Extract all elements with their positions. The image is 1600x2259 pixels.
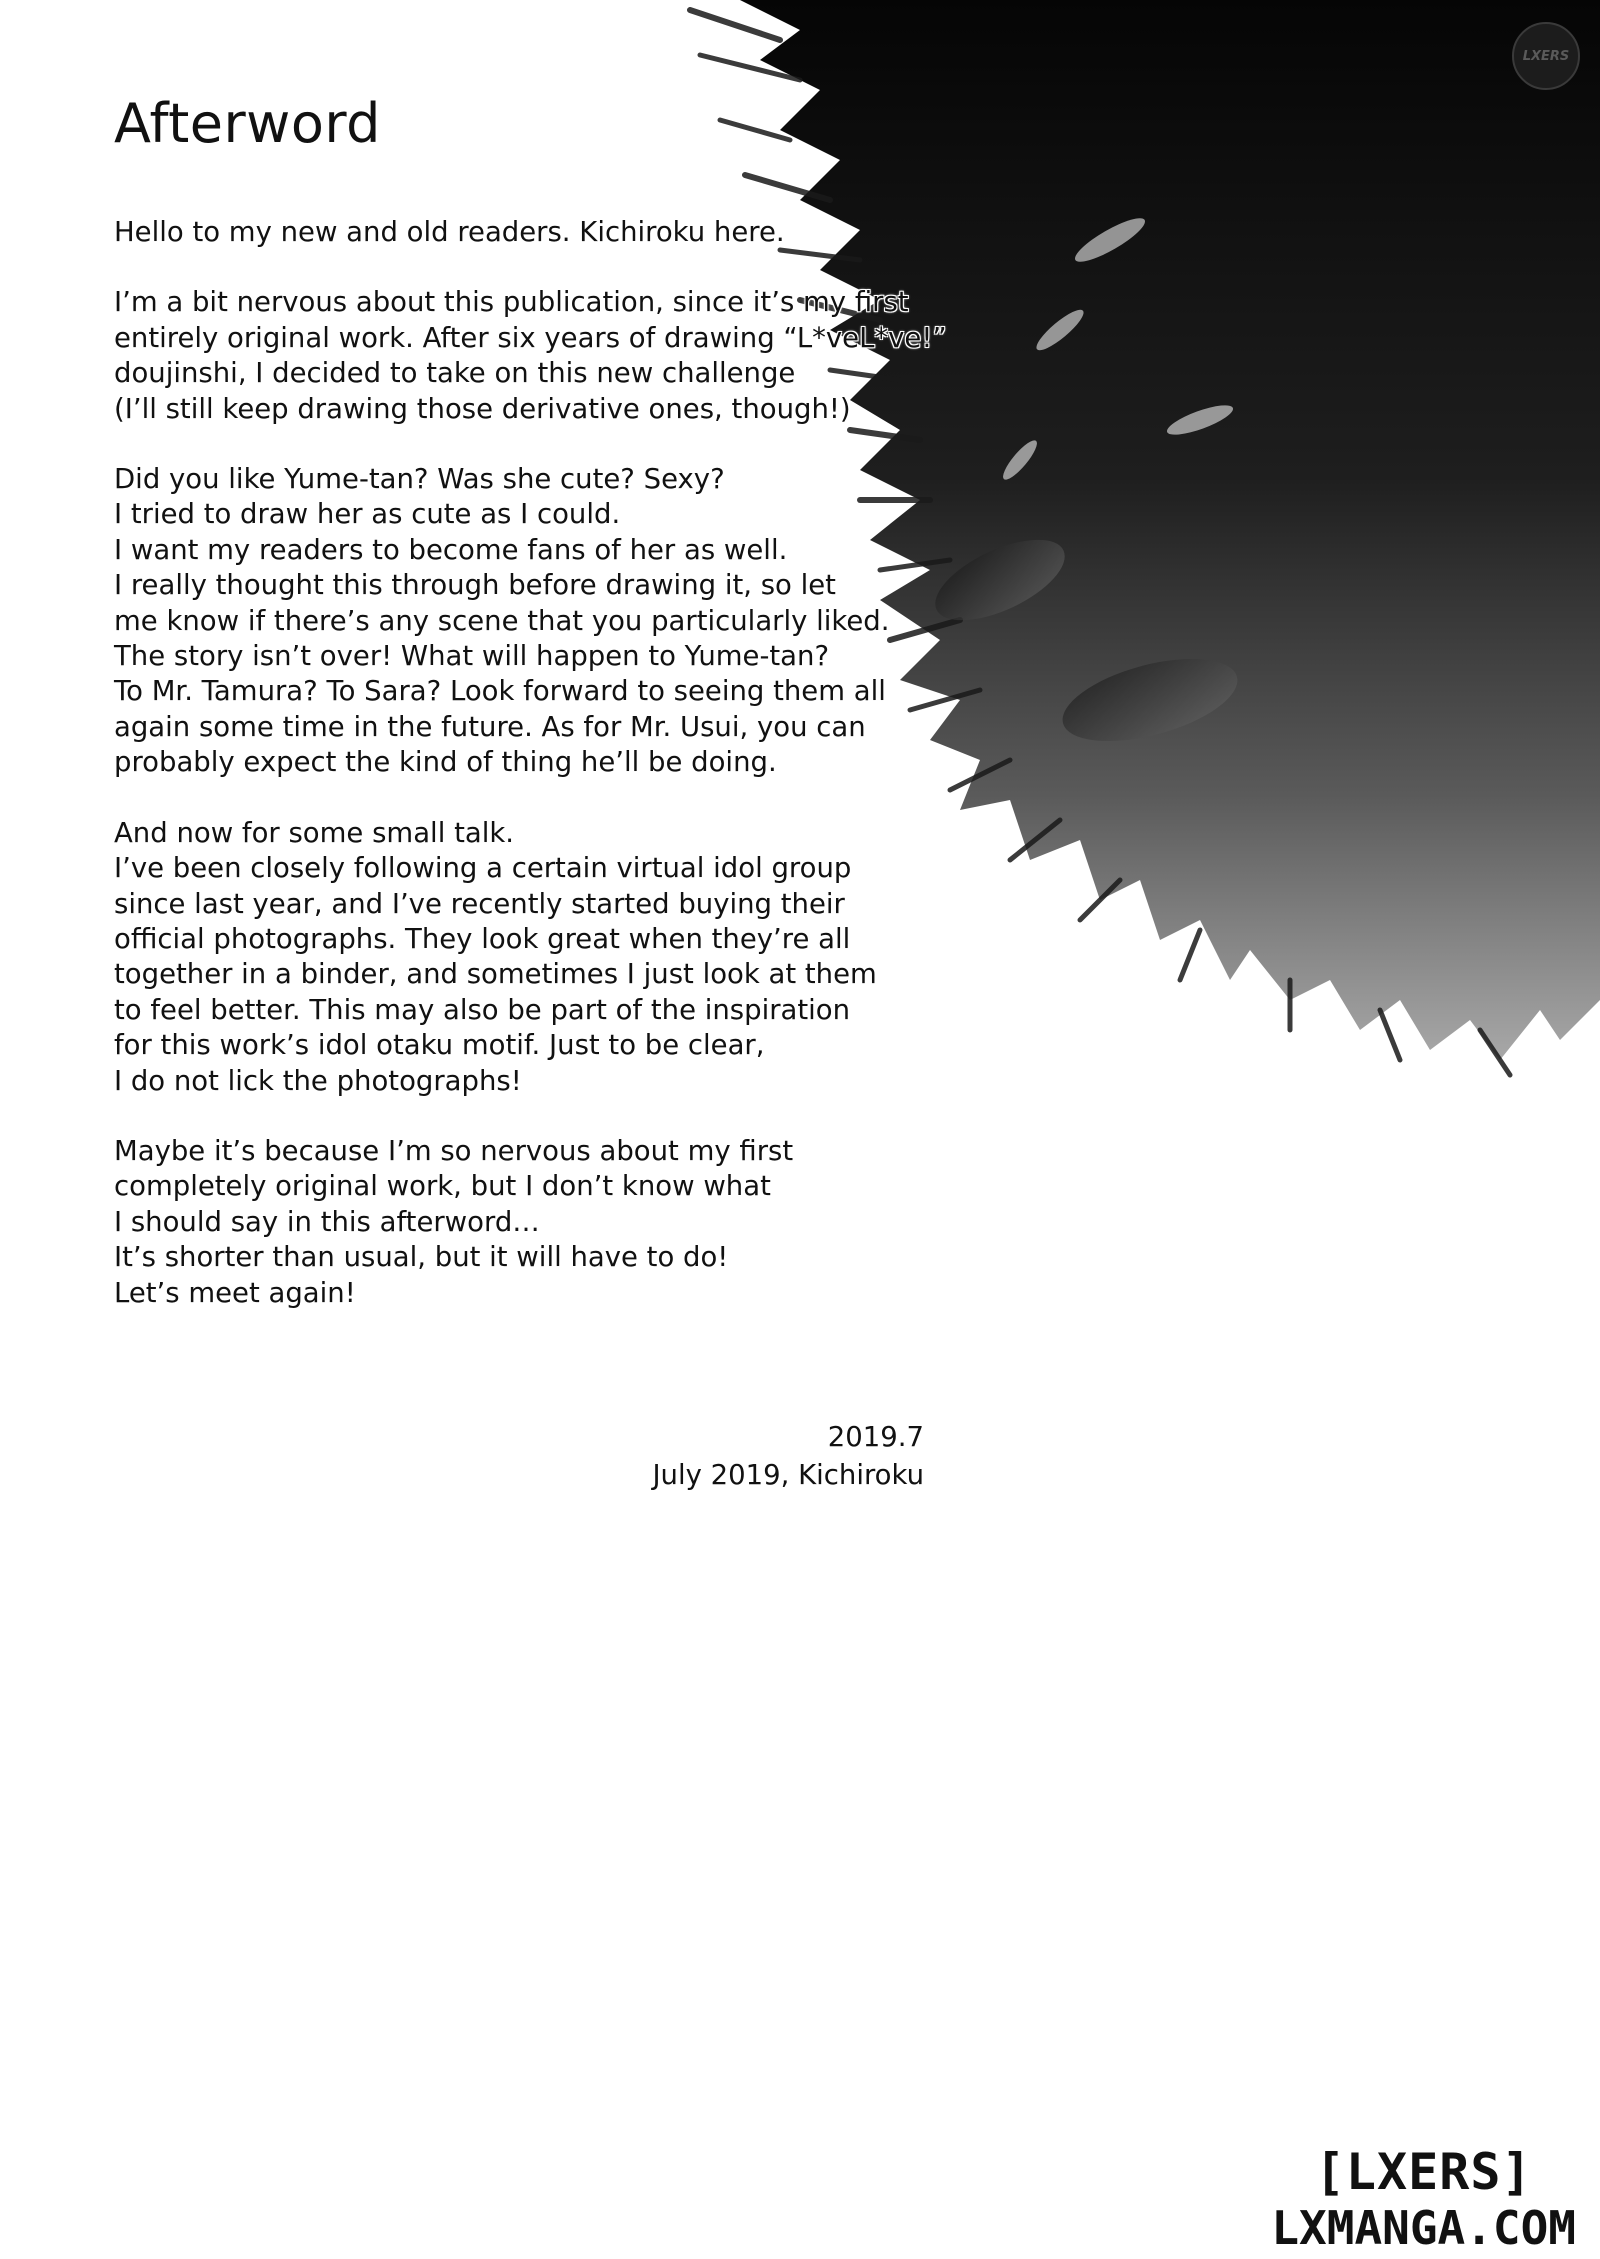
text-line: I tried to draw her as cute as I could. [114,498,621,531]
text-line: To Mr. Tamura? To Sara? Look forward to seeing them all [114,675,886,708]
text-line: And now for some small talk. [114,816,515,849]
text-line: since last year, and I’ve recently started buying their [114,887,845,920]
paragraph-yume-tan [114,462,1014,781]
text-line: I want my readers to become fans of her as well. [114,533,788,566]
text-line: entirely original work. After six years of drawing “L*veL*ve!” [114,321,947,354]
text-line: The story isn’t over! What will happen to Yume-tan? [114,640,830,673]
signature-byline: July 2019, Kichiroku [652,1459,924,1491]
afterword-body [114,215,1014,1346]
text-line: to feel better. This may also be part of the inspiration [114,993,851,1026]
text-line: I do not lick the photographs! [114,1064,522,1097]
signature-date: 2019.7 [827,1421,924,1453]
lxmanga-watermark [1271,2143,1576,2255]
text-line: I really thought this through before drawing it, so let [114,569,836,602]
badge-label: LXERS [1522,48,1570,64]
paragraph-nervous [114,285,1014,427]
text-line: me know if there’s any scene that you particularly liked. [114,604,890,637]
text-line: I should say in this afterword… [114,1205,540,1238]
text-line: for this work’s idol otaku motif. Just to be clear, [114,1029,765,1062]
text-line: doujinshi, I decided to take on this new challenge [114,357,796,390]
text-line: Did you like Yume-tan? Was she cute? Sexy? [114,463,725,496]
text-line: It’s shorter than usual, but it will have to do! [114,1241,729,1274]
signature-block [652,1418,924,1494]
watermark-group-name: [LXERS] [1314,2143,1533,2201]
text-line: official photographs. They look great when they’re all [114,922,851,955]
text-line: (I’ll still keep drawing those derivative ones, though!) [114,392,851,425]
text-line: again some time in the future. As for Mr. Usui, you can [114,710,866,743]
page-title: Afterword [114,92,381,155]
text-line: Let’s meet again! [114,1276,356,1309]
text-line: I’m a bit nervous about this publication, since it’s my first [114,286,909,319]
text-line: completely original work, but I don’t know what [114,1170,771,1203]
text-line: probably expect the kind of thing he’ll be doing. [114,746,777,779]
text-line: I’ve been closely following a certain virtual idol group [114,852,852,885]
text-line: Maybe it’s because I’m so nervous about my first [114,1134,794,1167]
watermark-site-url: LXMANGA.COM [1271,2201,1576,2255]
text-line: together in a binder, and sometimes I just look at them [114,958,877,991]
lxers-badge-icon [1512,22,1580,90]
paragraph-closing [114,1134,1014,1311]
text-line: Hello to my new and old readers. Kichiroku here. [114,216,785,248]
paragraph-greeting [114,215,1014,250]
paragraph-small-talk [114,816,1014,1099]
